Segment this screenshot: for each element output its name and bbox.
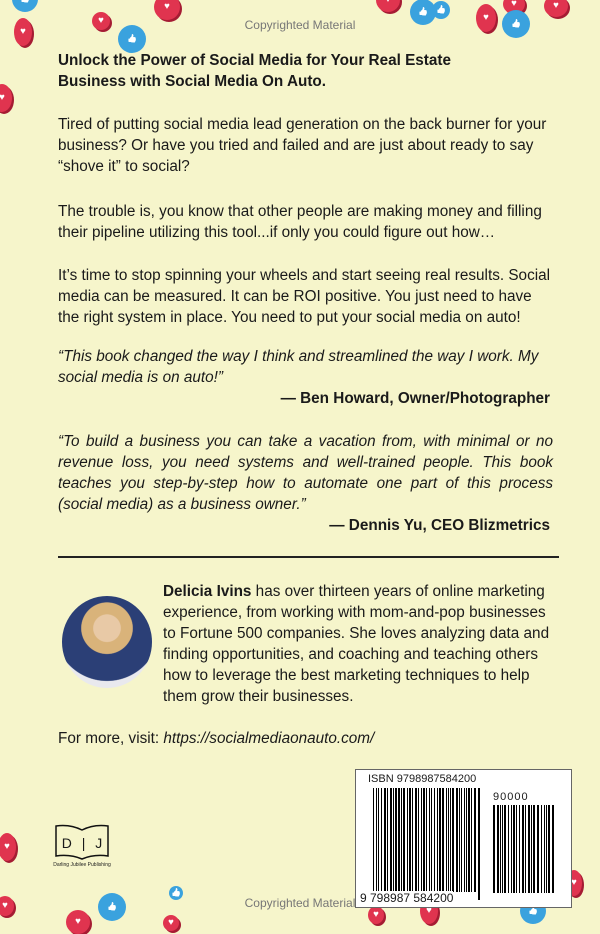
headline-line-2: Business with Social Media On Auto. (58, 73, 327, 90)
visit-label: For more, visit: (58, 730, 164, 747)
isbn-barcode (355, 769, 572, 908)
publisher-letters: D | J (61, 835, 103, 851)
divider (58, 556, 559, 558)
price-addon: 90000 (493, 791, 529, 803)
testimonial-attribution: — Dennis Yu, CEO Blizmetrics (329, 517, 550, 534)
paragraph-3: It’s time to stop spinning your wheels and start seeing real results. Social media can be measured. It can be ROI positive. You just need to have the right system in place. You need to put your social media on auto! (58, 267, 551, 326)
website-link[interactable]: https://socialmediaonauto.com/ (163, 730, 375, 747)
barcode-digits: 9 798987 584200 (360, 891, 454, 905)
author-name: Delicia Ivins (163, 583, 252, 600)
watermark-top: Copyrighted Material (244, 18, 356, 32)
publisher-name: Darling Jubilee Publishing (53, 862, 111, 868)
paragraph-1: Tired of putting social media lead generation on the back burner for your business? Or have you tried and failed and are just about ready to say “shove it” to social? (58, 116, 547, 175)
testimonial-quote: “To build a business you can take a vacation from, with minimal or no revenue loss, you need systems and well-trained people. This book teaches you step-by-step how to automate one part of this process (social media) as a business owner.” (58, 433, 553, 513)
testimonial-quote: “This book changed the way I think and streamlined the way I work. My social media is on auto!” (58, 348, 539, 386)
author-photo (62, 596, 152, 688)
visit-line (58, 728, 553, 749)
author-bio (163, 581, 553, 707)
barcode-bars (356, 770, 573, 909)
paragraph-2: The trouble is, you know that other people are making money and filling their pipeline utilizing this tool...if only you could figure out how… (58, 203, 542, 241)
headline-line-1: Unlock the Power of Social Media for Your Real Estate (58, 52, 451, 69)
author-bio-text: has over thirteen years of online marketing experience, from working with mom-and-pop businesses to Fortune 500 companies. She loves analyzing data and finding opportunities, and coaching and teaching others how to leverage the best marketing techniques to help them grow their businesses. (163, 583, 550, 705)
testimonial-attribution: — Ben Howard, Owner/Photographer (280, 390, 550, 407)
watermark-bottom: Copyrighted Material (244, 896, 356, 910)
isbn-label: ISBN 9798987584200 (368, 773, 477, 785)
publisher-logo (52, 822, 112, 868)
